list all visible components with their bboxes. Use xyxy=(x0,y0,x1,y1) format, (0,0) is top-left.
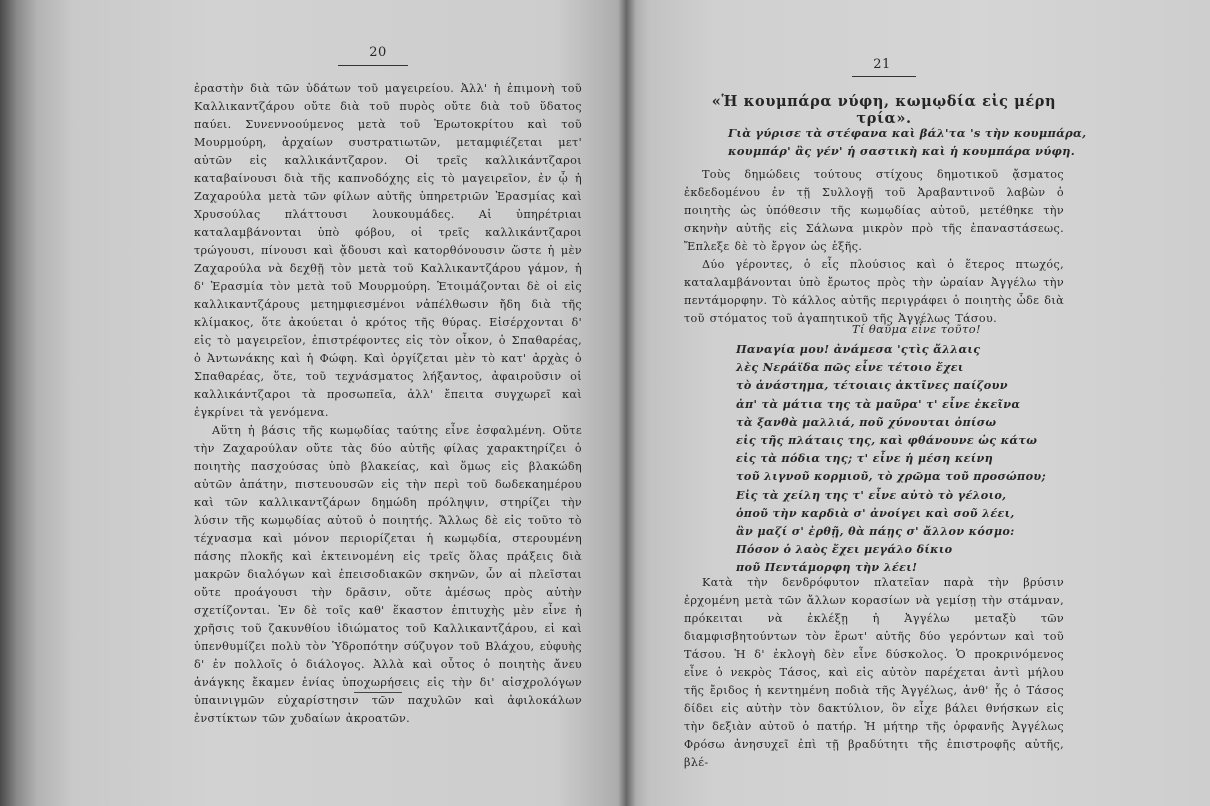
poem-line: λὲς Νεράϊδα πῶς εἶνε τέτοιο ἔχει xyxy=(736,360,964,375)
poem-line: ἀπ' τὰ μάτια της τὰ μαῦρα' τ' εἶνε ἐκεῖνα xyxy=(736,396,1021,411)
page-number: 21 xyxy=(873,57,891,72)
epigraph-line: κουμπάρ' ἂς γέν' ἡ σαστικὴ καὶ ἡ κουμπάρα νύφη. xyxy=(728,144,1076,158)
poem-line: Εἰς τὰ χείλη της τ' εἶνε αὐτὸ τὸ γέλοιο, xyxy=(736,487,1007,502)
poem-line: ὁποῦ τὴν καρδιὰ σ' ἀνοίγει καὶ σοῦ λέει, xyxy=(736,505,1015,520)
page-number: 20 xyxy=(369,45,387,60)
poem-line: ποῦ Πεντάμορφη τὴν λέει! xyxy=(736,560,918,575)
paragraph: Τοὺς δημώδεις τούτους στίχους δημοτικοῦ ᾄσματος ἐκδεδομένου ἐν τῇ Συλλογῇ τοῦ Ἀραβαντινοῦ λαβὼν ὁ ποιητὴς ὡς ὑπόθεσιν τῆς κωμῳδίας αὐτοῦ, μετέθηκε τὴν σκηνὴν αὐτῆς εἰς Σάλωνα μικρὸν πρὸ τῆς ἐπαναστάσεως. Ἔπλεξε δὲ τὸ ἔργον ὡς ἑξῆς. xyxy=(684,168,1064,253)
paragraph: Κατὰ τὴν δενδρόφυτον πλατεῖαν παρὰ τὴν βρύσιν ἐρχομένη μετὰ τῶν ἄλλων κορασίων νὰ γεμίσῃ τὴν στάμναν, πρόκειται νὰ ἐκλέξῃ ἡ Ἀγγέλω μεταξὺ τῶν διαμφισβητούντων τὸν ἔρωτ' αὐτῆς δύο γερόντων καὶ τοῦ Τάσου. Ἡ δ' ἐκλογὴ δὲν εἶνε δύσκολος. Ὁ προκρινόμενος εἶνε ὁ νεκρὸς Τάσος, καὶ εἰς αὐτὸν παρέχεται ἀντὶ μήλου τῆς ἔριδος ἡ κεντημένη ποδιὰ τῆς Ἀγγέλως, ἀνθ' ἧς ὁ Τάσος δίδει εἰς αὐτὴν τὸν δακτύλιον, ὃν εἶχε βάλει θνήσκων εἰς τὴν δεξιὰν αὐτοῦ ὁ πατήρ. Ἡ μήτηρ τῆς ὀρφανῆς Ἀγγέλως Φρόσω ἀνησυχεῖ ἐπὶ τῇ βραδύτητι τῆς ἐπιστροφῆς αὐτῆς, βλέ- xyxy=(684,576,1064,769)
poem-line: Παναγία μου! ἀνάμεσα 'ςτὶς ἄλλαις xyxy=(736,342,981,356)
paragraph: Δύο γέροντες, ὁ εἷς πλούσιος καὶ ὁ ἕτερος πτωχός, καταλαμβάνονται ὑπὸ ἔρωτος πρὸς τὴν ὡραίαν Ἀγγέλω τὴν πεντάμορφην. Τὸ κάλλος αὐτῆς περιγράφει ὁ ποιητὴς ὧδε διὰ τοῦ στόματος τοῦ ἀγαπητικοῦ τῆς Ἀγγέλως Τάσου. xyxy=(684,258,1064,325)
epigraph xyxy=(728,124,1108,160)
book-edge xyxy=(0,0,38,806)
poem xyxy=(736,340,1096,577)
poem-line: Πόσον ὁ λαὸς ἔχει μεγάλο δίκιο xyxy=(736,542,953,557)
page-number-rule xyxy=(852,76,916,77)
poem-line: ἂν μαζί σ' ἐρθῇ, θὰ πάῃς σ' ἄλλον κόσμο: xyxy=(736,524,1015,539)
poem-title: Τί θαῦμα εἶνε τοῦτο! xyxy=(852,322,981,336)
poem-line: εἰς τὰ πόδια της; τ' εἶνε ἡ μέση κείνη xyxy=(736,451,994,466)
poem-line: τὰ ξανθὰ μαλλιά, ποῦ χύνουται ὀπίσω xyxy=(736,414,997,429)
epigraph-line: Γιὰ γύρισε τὰ στέφανα καὶ βάλ'τα 's τὴν κουμπάρα, xyxy=(728,126,1087,140)
left-body-text xyxy=(194,80,582,728)
closing-text xyxy=(684,574,1064,772)
intro-text xyxy=(684,166,1064,328)
book-gutter xyxy=(618,0,636,806)
section-heading: «Ἡ κουμπάρα νύφη, κωμῳδία εἰς μέρη τρία». xyxy=(711,93,1057,127)
paragraph: ἐραστὴν διὰ τῶν ὑδάτων τοῦ μαγειρείου. Ἀλλ' ἡ ἐπιμονὴ τοῦ Καλλικαντζάρου οὔτε διὰ τοῦ πυρὸς οὔτε διὰ τοῦ ὕδατος παύει. Συνεννοούμενος μετὰ τοῦ Ἐρωτοκρίτου καὶ τοῦ Μουρμούρη, ἀρχαίων συστρατιωτῶν, μεταμφιέζεται μετ' αὐτῶν εἰς καλλικάντζαρον. Οἱ τρεῖς καλλικάντζαροι καταβαίνουσι διὰ τῆς καπνοδόχης εἰς τὸ μαγειρεῖον, ἐν ᾧ ἡ Ζαχαρούλα μετὰ τῶν φίλων αὐτῆς ὑπηρετριῶν Ἐρασμίας καὶ Χρυσούλας πλάττουσι λουκουμάδες. Αἱ ὑπηρέτριαι καταλαμβάνονται ὑπὸ φόβου, οἱ τρεῖς καλλικάντζαροι τρώγουσι, πίνουσι καὶ ᾄδουσι καὶ κατορθόνουσιν ὥστε ἡ μὲν Ζαχαρούλα νὰ δεχθῇ τὸν μετὰ τοῦ Καλλικαντζάρου γάμον, ἡ δ' Ἐρασμία τὸν μετὰ τοῦ Μουρμούρη. Ἑτοιμάζονται δὲ οἱ εἰς καλλικαντζάρους μετημφιεσμένοι νἀπέλθωσιν ἤδη διὰ τῆς κλίμακος, ὅτε ἀκούεται ὁ κρότος τῆς θύρας. Εἰσέρχονται δ' εἰς τὸ μαγειρεῖον, ἐπιστρέφοντες εἰς τὸν οἶκον, ὁ Σπαθαρέας, ὁ Ἀντωνάκης καὶ ἡ Φώφη. Καὶ ὀργίζεται μὲν τὸ κατ' ἀρχὰς ὁ Σπαθαρέας, ὅτε, τοῦ τεχνάσματος λήξαντος, ἀφαιροῦσιν οἱ καλλικάντζαροι τὰ προσωπεῖα, ἀλλ' ἔπειτα συγχωρεῖ καὶ ἐγκρίνει τὰ γενόμενα. xyxy=(194,82,582,419)
end-rule xyxy=(354,692,402,693)
poem-line: τοῦ λιγνοῦ κορμιοῦ, τὸ χρῶμα τοῦ προσώπου; xyxy=(736,469,1046,484)
poem-line: τὸ ἀνάστημα, τέτοιαις ἀκτῖνες παίζουν xyxy=(736,378,1008,393)
left-page xyxy=(38,0,626,806)
paragraph: Αὕτη ἡ βάσις τῆς κωμῳδίας ταύτης εἶνε ἐσφαλμένη. Οὔτε τὴν Ζαχαρούλαν οὔτε τὰς δύο αὐτῆς φίλας χαρακτηρίζει ὁ ποιητὴς πασχούσας ὑπὸ βλακείας, καὶ ὅμως εἰς βλακώδη αὐτῶν ἀπάτην, πιστευουσῶν εἰς τὴν περὶ τοῦ δωδεκαημέρου καὶ τῶν καλλικαντζάρων δημώδη πρόληψιν, στηρίζει τὴν λύσιν τῆς κωμῳδίας αὑτοῦ ὁ ποιητής. Ἄλλως δὲ εἰς τοῦτο τὸ τέχνασμα καὶ μόνον περιορίζεται ἡ κωμῳδία, στερουμένη πάσης πλοκῆς καὶ ἐκτεινομένη εἰς τρεῖς ὅλας πράξεις διὰ μακρῶν διαλόγων καὶ ἐπεισοδιακῶν σκηνῶν, ὧν αἱ πλεῖσται οὔτε προάγουσι τὴν δρᾶσιν, οὔτε ἀμέσως πρὸς αὐτὴν σχετίζονται. Ἐν δὲ τοῖς καθ' ἕκαστον ἐπιτυχὴς μὲν εἶνε ἡ χρῆσις τοῦ ζακυνθίου ἰδιώματος τοῦ Καλλικαντζάρου, εἰ καὶ ὑπενθυμίζει πολὺ τὸν Ὑδροπότην σύζυγον τοῦ Βλάχου, εὐφυὴς δ' ἐν πολλοῖς ὁ διάλογος. Ἀλλὰ καὶ οὗτος ὁ ποιητὴς ἄνευ ἀνάγκης ἔκαμεν ἐνίας ὑποχωρήσεις εἰς τὴν δι' αἰσχρολόγων ὑπαινιγμῶν εὐχαρίστησιν τῶν παχυλῶν καὶ ἀφιλοκάλων ἐνστίκτων τῶν χυδαίων ἀκροατῶν. xyxy=(194,424,582,725)
right-page xyxy=(626,0,1210,806)
poem-line: εἰς τῆς πλάταις της, καὶ φθάνουνε ὡς κάτω xyxy=(736,433,1038,448)
page-number-rule xyxy=(338,65,408,66)
